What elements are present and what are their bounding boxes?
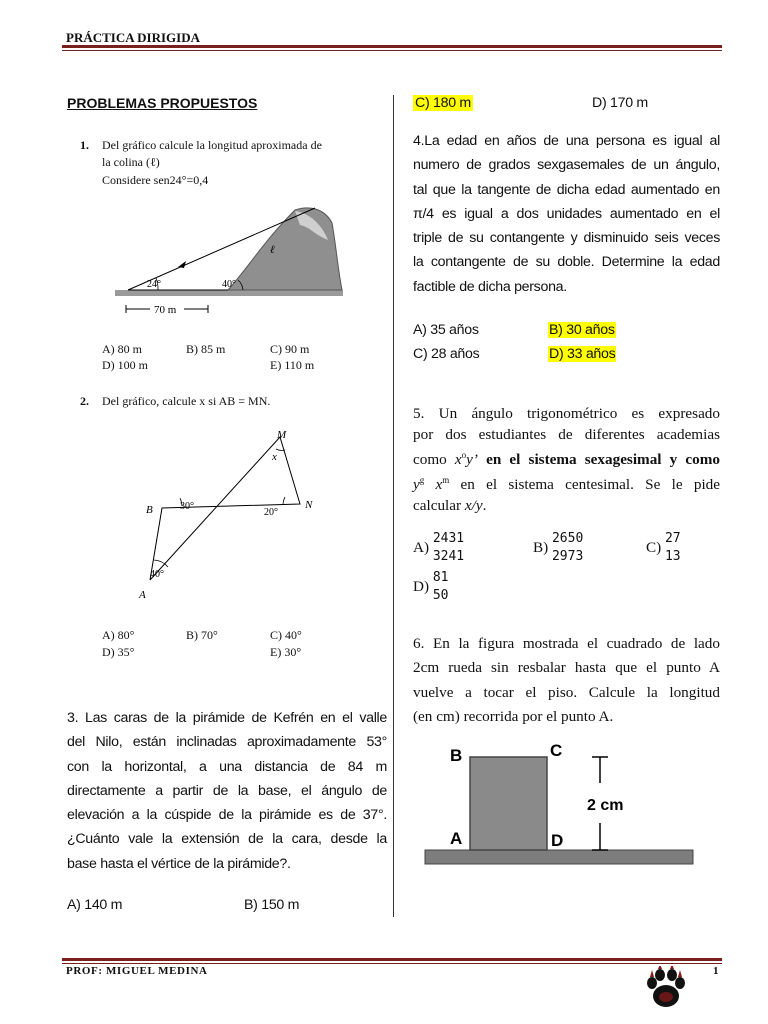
footer-page-number: 1 <box>713 965 719 977</box>
hill-shape <box>228 208 342 290</box>
vertex-n: N <box>305 499 313 511</box>
p5-y: y <box>413 476 420 494</box>
vertex-m: M <box>277 429 287 441</box>
p5-x2: x <box>424 476 443 494</box>
problem-1-option-a: A) 80 m <box>102 342 142 356</box>
problem-5-option-c <box>646 530 681 566</box>
problem-1-line-1: Del gráfico calcule la longitud aproximada de <box>102 138 322 152</box>
problem-4-line-5: triple de su contangente y disminuido seis veces <box>413 230 720 247</box>
angle-20-label: 20° <box>264 507 278 518</box>
square-figure <box>420 735 700 870</box>
p5-d-den: 50 <box>432 588 449 603</box>
vertex-a: A <box>139 589 146 601</box>
bear-paw-icon <box>643 966 689 1010</box>
p5-x: x <box>454 451 462 469</box>
p5-b-num: 2650 <box>551 531 584 546</box>
problem-6-line-3: vuelve a tocar el piso. Calcule la longitud <box>413 683 720 701</box>
side-l-label: ℓ <box>270 244 275 256</box>
problem-5-line-4 <box>413 470 720 495</box>
angle-24-label: 24° <box>147 279 161 290</box>
problem-4-option-d: D) 33 años <box>549 346 616 362</box>
p5-c-label: C) <box>646 539 662 556</box>
hill-figure <box>100 195 360 320</box>
problem-1-line-3: Considere sen24°=0,4 <box>102 173 209 187</box>
footer-rule-thin <box>62 963 722 964</box>
section-title: PROBLEMAS PROPUESTOS <box>67 95 258 111</box>
problem-1-option-c: C) 90 m <box>270 342 310 356</box>
p5-period: . <box>482 497 487 515</box>
p5-b-fraction <box>552 530 583 566</box>
p5-a-fraction <box>433 530 464 566</box>
p5-a-label: A) <box>413 539 430 556</box>
p5-a-den: 3241 <box>432 549 465 564</box>
problem-4-option-c: C) 28 años <box>413 346 480 362</box>
p5-como: como <box>413 451 455 469</box>
p5-xy: x/y <box>464 497 483 515</box>
angle-arc-20 <box>283 497 285 504</box>
problem-6-line-4: (en cm) recorrida por el punto A. <box>413 707 614 725</box>
problem-4-line-7: factible de dicha persona. <box>413 278 567 295</box>
problem-6-statement <box>413 632 720 729</box>
square <box>470 757 547 850</box>
side-length-label: 2 cm <box>587 797 624 814</box>
problem-1-option-d: D) 100 m <box>102 358 148 372</box>
p5-b-label: B) <box>533 539 549 556</box>
problem-4-line-3: tal que la tangente de dicha edad aumentado en <box>413 181 720 198</box>
problem-3-line-7: base hasta el vértice de la pirámide?. <box>67 855 291 872</box>
p5-b-den: 2973 <box>551 549 584 564</box>
problem-5-statement <box>413 403 720 516</box>
angle-x-label: x <box>272 451 277 463</box>
p5-grade: g <box>419 475 425 486</box>
problem-2-option-b: B) 70° <box>186 628 218 642</box>
p5-a-num: 2431 <box>432 531 465 546</box>
problem-3-option-b: B) 150 m <box>244 897 300 913</box>
problem-4-line-4: π/4 es igual a dos unidades aumentado en el <box>413 205 720 222</box>
problem-2-number: 2. <box>80 394 89 408</box>
problem-5-option-b <box>533 530 583 566</box>
problem-4-statement <box>413 129 720 299</box>
problem-2-option-e: E) 30° <box>270 645 302 659</box>
p5-c-den: 13 <box>664 549 681 564</box>
problem-5-option-a <box>413 530 464 566</box>
problem-2-option-c: C) 40° <box>270 628 302 642</box>
p5-y-minutes: y’ <box>466 451 478 469</box>
problem-4-option-a: A) 35 años <box>413 322 479 338</box>
vertex-a-label: A <box>450 829 463 848</box>
problem-1-option-e: E) 110 m <box>270 358 315 372</box>
problem-4-line-1: 4.La edad en años de una persona es igual al <box>413 133 720 149</box>
p5-degree: o <box>461 450 467 460</box>
problem-3-line-3: con la horizontal, a una distancia de 84 m <box>67 758 387 775</box>
header-rule-thin <box>62 50 722 51</box>
problem-3-line-6: ¿Cuánto vale la extensión de la cara, desde la <box>67 831 387 848</box>
problem-5-line-5 <box>413 495 720 516</box>
problem-6-line-1: 6. En la figura mostrada el cuadrado de lado <box>413 635 720 652</box>
distance-label: 70 m <box>154 304 177 316</box>
problem-1-line-2: la colina (ℓ) <box>102 155 160 169</box>
p5-sexagesimal: en el sistema sexagesimal y como <box>477 451 720 469</box>
vertex-c-label: C <box>550 741 563 760</box>
problem-3-line-5: elevación a la cúspide de la pirámide es de 37°. <box>67 807 387 824</box>
quadrilateral-figure <box>130 425 330 605</box>
p5-c-num: 27 <box>664 531 681 546</box>
p5-d-label: D) <box>413 578 430 595</box>
sight-arrow <box>178 261 186 268</box>
problem-3-statement <box>67 706 387 876</box>
footer-author: PROF: MIGUEL MEDINA <box>66 965 208 977</box>
footer-rule <box>62 958 722 961</box>
problem-3-option-d: D) 170 m <box>592 95 648 111</box>
p5-centesimal: en el sistema centesimal. Se le pide <box>449 476 720 494</box>
p5-d-fraction <box>433 569 449 605</box>
vertex-b: B <box>146 504 153 516</box>
angle-arc-40 <box>154 560 168 567</box>
ground-strip <box>115 290 343 296</box>
problem-3-option-c: C) 180 m <box>415 95 471 111</box>
problem-1-option-b: B) 85 m <box>186 342 226 356</box>
problem-3-line-2: del Nilo, están inclinadas aproximadamente 53° <box>67 734 387 751</box>
problem-3-line-1: 3. Las caras de la pirámide de Kefrén en el valle <box>67 710 387 726</box>
problem-5-option-d <box>413 569 448 605</box>
header-rule <box>62 45 722 48</box>
p5-c-fraction <box>665 530 681 566</box>
problem-6-line-2: 2cm rueda sin resbalar hasta que el punto A <box>413 659 720 677</box>
problem-5-line-2: por dos estudiantes de diferentes academias <box>413 426 720 443</box>
problem-2-option-d: D) 35° <box>102 645 135 659</box>
angle-40-label: 40° <box>222 279 236 290</box>
problem-2-text: Del gráfico, calcule x si AB = MN. <box>102 394 271 408</box>
problem-5-line-3 <box>413 445 720 470</box>
page-header-title: PRÁCTICA DIRIGIDA <box>66 30 200 45</box>
problem-2-option-a: A) 80° <box>102 628 135 642</box>
problem-1-number: 1. <box>80 138 89 152</box>
problem-4-option-b: B) 30 años <box>549 322 615 338</box>
column-divider <box>393 95 394 917</box>
p5-calcular: calcular <box>413 497 465 515</box>
angle-40-label: 40° <box>150 569 164 580</box>
problem-4-line-2: numero de grados sexgasemales de un ángulo, <box>413 157 720 174</box>
vertex-d-label: D <box>551 831 564 850</box>
problem-3-option-a: A) 140 m <box>67 897 123 913</box>
p5-minute-c: m <box>442 475 450 486</box>
problem-3-line-4: directamente a partir de la base, el ángulo de <box>67 782 387 799</box>
floor <box>425 850 693 864</box>
angle-30-label: 30° <box>180 501 194 512</box>
problem-4-line-6: la contangente de su doble. Determine la edad <box>413 254 720 271</box>
p5-d-num: 81 <box>432 570 449 585</box>
problem-5-line-1: 5. Un ángulo trigonométrico es expresado <box>413 405 720 422</box>
vertex-b-label: B <box>450 746 463 765</box>
